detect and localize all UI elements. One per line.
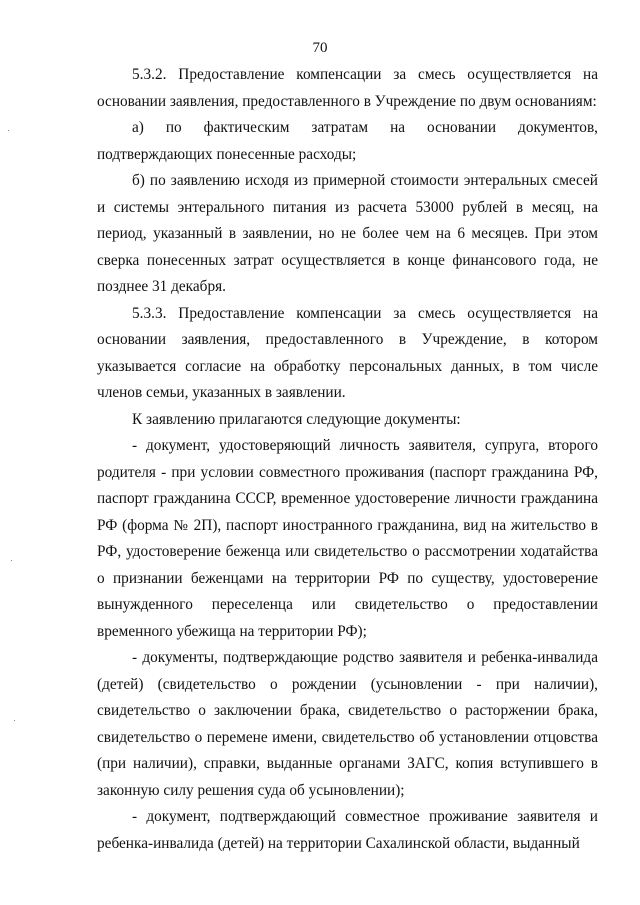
- list-item-residence-document: - документ, подтверждающий совместное проживание заявителя и ребенка-инвалида (детей) на территории Сахалинской области, выданный: [97, 808, 598, 852]
- document-body: [97, 62, 598, 857]
- scan-speck: [11, 560, 12, 561]
- page-number: 70: [312, 40, 328, 56]
- list-item-kinship-documents: - документы, подтверждающие родство заявителя и ребенка-инвалида (детей) (свидетельство о рождении (усыновлении - при наличии), свидетельство о заключении брака, свидетельство о расторжении брака, свидетельство о перемене имени, свидетельство об установлении отцовства (при наличии), справки, выданные органами ЗАГС, копия вступившего в законную силу решения суда об усыновлении);: [97, 649, 598, 799]
- scan-speck: [8, 130, 9, 131]
- paragraph-documents-intro: К заявлению прилагаются следующие документы:: [132, 410, 461, 428]
- paragraph-5-3-3: 5.3.3. Предоставление компенсации за смесь осуществляется на основании заявления, предоставленного в Учреждение, в котором указывается согласие на обработку персональных данных, в том числе членов семьи, указанных в заявлении.: [97, 304, 598, 401]
- paragraph-basis-a: а) по фактическим затратам на основании документов, подтверждающих понесенные расходы;: [97, 119, 598, 163]
- list-item-identity-document: - документ, удостоверяющий личность заявителя, супруга, второго родителя - при условии совместного проживания (паспорт гражданина РФ, паспорт гражданина СССР, временное удостоверение личности гражданина РФ (форма № 2П), паспорт иностранного гражданина, вид на жительство в РФ, удостоверение беженца или свидетельство о рассмотрении ходатайства о признании беженцами на территории РФ по существу, удостоверение вынужденного переселенца или свидетельство о предоставлении временного убежища на территории РФ);: [97, 437, 598, 640]
- scan-speck: [14, 720, 15, 721]
- paragraph-5-3-2: 5.3.2. Предоставление компенсации за смесь осуществляется на основании заявления, предоставленного в Учреждение по двум основаниям:: [97, 66, 598, 110]
- paragraph-basis-b: б) по заявлению исходя из примерной стоимости энтеральных смесей и системы энтерального питания из расчета 53000 рублей в месяц, на период, указанный в заявлении, но не более чем на 6 месяцев. При этом сверка понесенных затрат осуществляется в конце финансового года, не позднее 31 декабря.: [97, 172, 598, 295]
